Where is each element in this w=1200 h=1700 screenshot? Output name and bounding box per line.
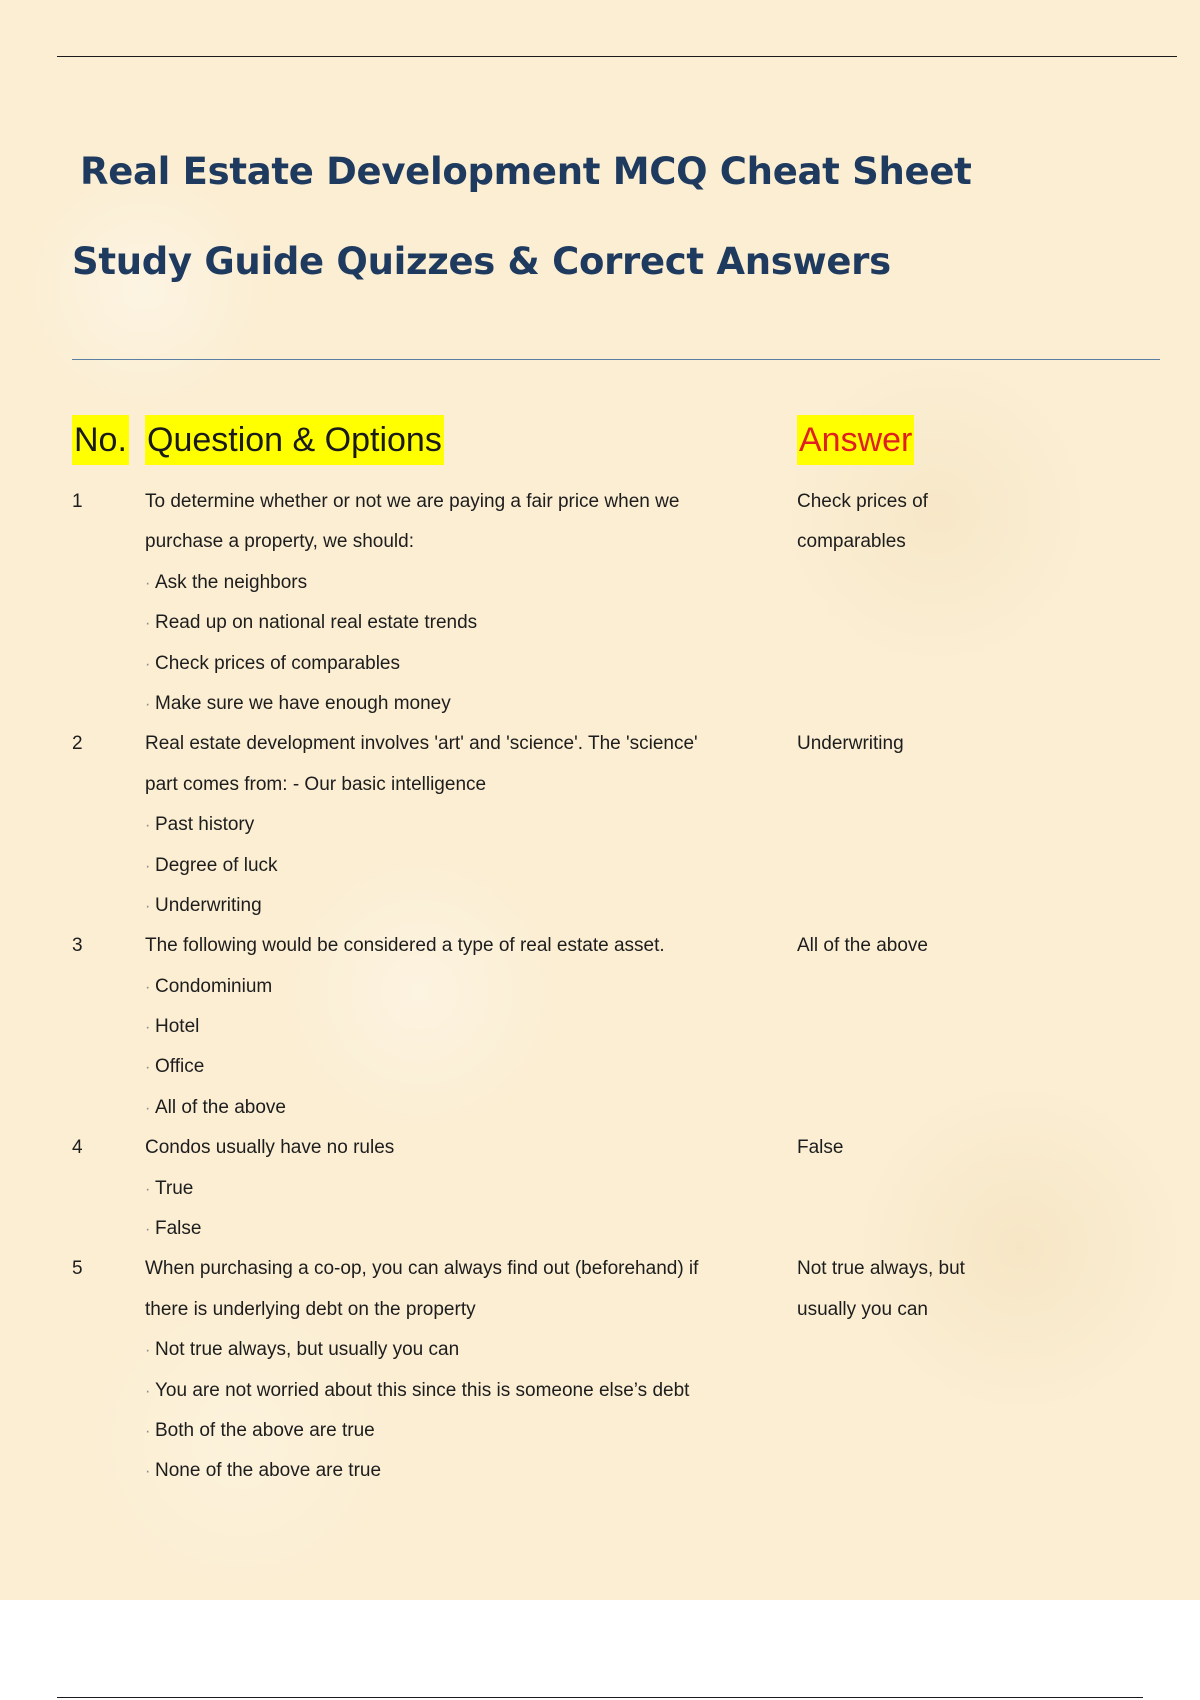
option-text: All of the above — [155, 1096, 286, 1118]
bullet-icon: · — [145, 695, 151, 713]
answer-option — [145, 644, 1200, 684]
correct-answer — [797, 482, 1017, 563]
answer-option — [145, 846, 1200, 886]
option-text: You are not worried about this since this is someone else’s debt — [155, 1379, 690, 1401]
answer-option — [145, 1330, 1200, 1370]
answer-option — [145, 1209, 1200, 1249]
question-row — [0, 1249, 1200, 1491]
answer-option — [145, 805, 1200, 845]
question-row — [0, 1128, 1200, 1249]
bullet-icon: · — [145, 1099, 151, 1117]
bullet-icon: · — [145, 1180, 151, 1198]
bullet-icon: · — [145, 1382, 151, 1400]
bullet-icon: · — [145, 574, 151, 592]
answer-text: Underwriting — [797, 733, 904, 755]
answer-option — [145, 603, 1200, 643]
option-text: Past history — [155, 814, 255, 836]
question-number: 4 — [72, 1137, 83, 1159]
bottom-rule — [57, 1697, 1143, 1698]
option-text: Make sure we have enough money — [155, 692, 451, 714]
answer-option — [145, 1007, 1200, 1047]
answer-text: comparables — [797, 531, 906, 553]
answer-option — [145, 1047, 1200, 1087]
option-text: Not true always, but usually you can — [155, 1339, 460, 1361]
answer-option — [145, 1411, 1200, 1451]
question-text: When purchasing a co-op, you can always find out (beforehand) if — [145, 1258, 699, 1280]
bullet-icon: · — [145, 615, 151, 633]
column-header-question: Question & Options — [145, 415, 444, 465]
answer-option — [145, 1371, 1200, 1411]
top-rule — [57, 56, 1177, 57]
option-text: Condominium — [155, 975, 273, 997]
title-divider — [72, 359, 1160, 360]
question-text: part comes from: - Our basic intelligence — [145, 773, 487, 795]
answer-text: usually you can — [797, 1298, 928, 1320]
answer-text: Not true always, but — [797, 1258, 965, 1280]
bullet-icon: · — [145, 1463, 151, 1481]
question-row — [0, 482, 1200, 724]
bullet-icon: · — [145, 655, 151, 673]
bullet-icon: · — [145, 1059, 151, 1077]
bullet-icon: · — [145, 817, 151, 835]
bullet-icon: · — [145, 1221, 151, 1239]
question-text: Real estate development involves 'art' and 'science'. The 'science' — [145, 733, 698, 755]
bullet-icon: · — [145, 897, 151, 915]
question-row — [0, 724, 1200, 926]
option-text: Check prices of comparables — [155, 652, 400, 674]
column-header-answer: Answer — [797, 415, 914, 465]
option-text: False — [155, 1218, 202, 1240]
question-number: 2 — [72, 733, 83, 755]
option-text: True — [155, 1177, 194, 1199]
answer-option — [145, 967, 1200, 1007]
answer-option — [145, 1088, 1200, 1128]
correct-answer — [797, 1128, 1017, 1168]
question-text: The following would be considered a type of real estate asset. — [145, 935, 665, 957]
answer-option — [145, 563, 1200, 603]
option-text: Ask the neighbors — [155, 571, 308, 593]
question-text: Condos usually have no rules — [145, 1137, 395, 1159]
answer-text: All of the above — [797, 935, 928, 957]
question-text: there is underlying debt on the property — [145, 1298, 476, 1320]
question-number: 5 — [72, 1258, 83, 1280]
questions-table — [0, 482, 1200, 1492]
correct-answer — [797, 724, 1017, 764]
option-text: Office — [155, 1056, 205, 1078]
document-title: Real Estate Development MCQ Cheat Sheet — [80, 150, 972, 193]
bullet-icon: · — [145, 1422, 151, 1440]
answer-option — [145, 1169, 1200, 1209]
question-number: 1 — [72, 491, 83, 512]
option-text: Underwriting — [155, 894, 262, 916]
bullet-icon: · — [145, 1342, 151, 1360]
option-text: Both of the above are true — [155, 1419, 375, 1441]
answer-option — [145, 886, 1200, 926]
question-text: purchase a property, we should: — [145, 531, 414, 553]
answer-text: False — [797, 1137, 844, 1159]
bullet-icon: · — [145, 1019, 151, 1037]
option-text: Hotel — [155, 1016, 200, 1038]
answer-option — [145, 1451, 1200, 1491]
option-text: None of the above are true — [155, 1460, 382, 1482]
option-text: Read up on national real estate trends — [155, 612, 478, 634]
correct-answer — [797, 1249, 1017, 1330]
question-row — [0, 926, 1200, 1128]
option-text: Degree of luck — [155, 854, 278, 876]
question-text: To determine whether or not we are paying a fair price when we — [145, 491, 680, 512]
bullet-icon: · — [145, 857, 151, 875]
correct-answer — [797, 926, 1017, 966]
answer-option — [145, 684, 1200, 724]
column-header-number: No. — [72, 415, 129, 465]
answer-text: Check prices of — [797, 491, 928, 512]
bullet-icon: · — [145, 978, 151, 996]
document-subtitle: Study Guide Quizzes & Correct Answers — [72, 240, 891, 283]
question-number: 3 — [72, 935, 83, 957]
